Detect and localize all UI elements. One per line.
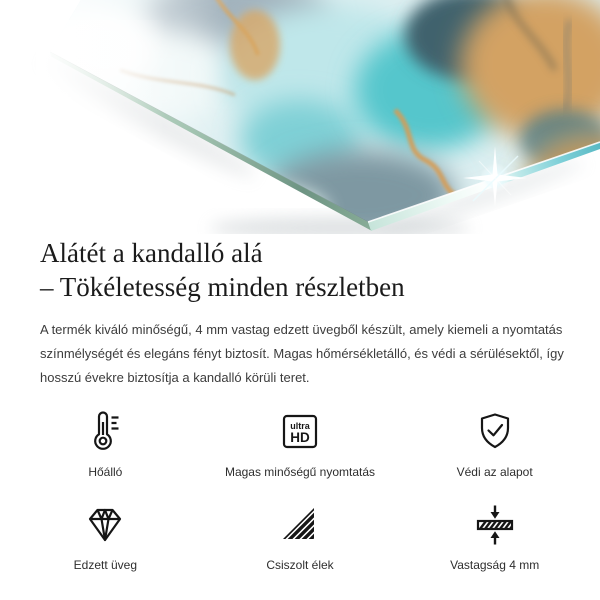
feature-label: Hőálló (88, 465, 123, 479)
thickness-4mm-icon (473, 501, 517, 549)
feature-thickness (397, 501, 592, 572)
feature-label: Vastagság 4 mm (450, 558, 540, 572)
feature-label: Csiszolt élek (266, 558, 334, 572)
feature-label: Magas minőségű nyomtatás (224, 465, 376, 479)
shield-check-icon (473, 408, 517, 456)
svg-text:ultra: ultra (290, 421, 310, 431)
ultra-hd-icon (278, 408, 322, 456)
polished-edges-icon (278, 501, 322, 549)
diamond-icon (83, 501, 127, 549)
feature-polished-edges (203, 501, 398, 572)
feature-print-quality (203, 408, 398, 479)
features-grid (0, 408, 600, 572)
feature-tempered-glass (8, 501, 203, 572)
thermometer-icon (83, 408, 127, 456)
section-title (40, 236, 560, 304)
section-title-line2: – Tökéletesség minden részletben (40, 272, 405, 302)
feature-label: Védi az alapot (456, 465, 533, 479)
feature-label: Edzett üveg (73, 558, 138, 572)
feature-heat-resistant (8, 408, 203, 479)
left-fade-overlay (36, 20, 166, 140)
svg-text:HD: HD (290, 430, 310, 445)
product-photo (0, 0, 600, 234)
feature-protects-base (397, 408, 592, 479)
section-title-line1: Alátét a kandalló alá (40, 238, 263, 268)
section-description: A termék kiváló minőségű, 4 mm vastag edzett üvegből készült, amely kiemeli a nyomtatás színmélységét és elegáns fényt biztosít. Magas hőmérsékletálló, és védi a sérülésektől, így hosszú évekre biztosítja a kandalló körüli teret. (40, 322, 564, 385)
